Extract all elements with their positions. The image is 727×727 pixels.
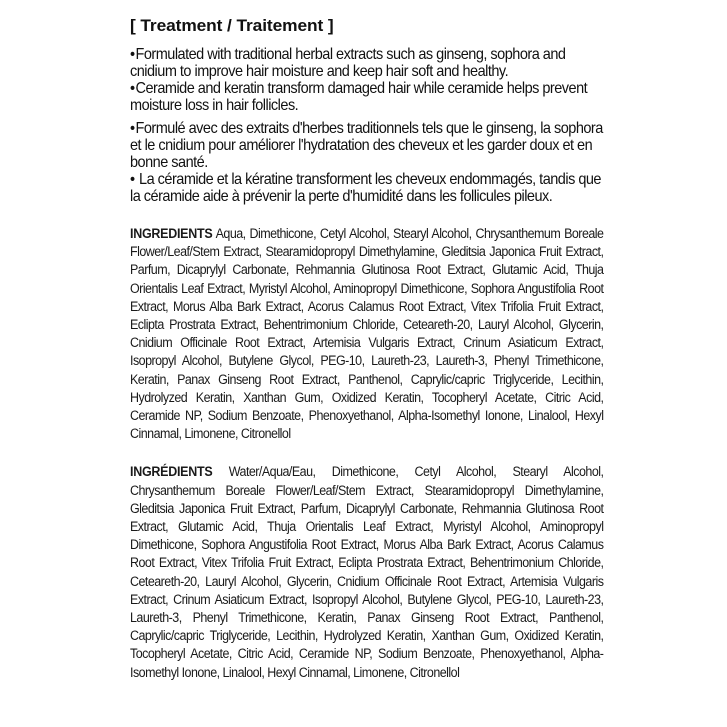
treatment-title: [ Treatment / Traitement ] <box>130 16 334 35</box>
bullet-marker: • <box>130 171 135 188</box>
claim-item <box>130 171 604 205</box>
claims-english <box>130 46 604 114</box>
claim-text: La céramide et la kératine transforment les cheveux endommagés, tandis que la céramide aide à prévenir la perte d'humidité dans les follicules pileux. <box>130 171 601 205</box>
bullet-marker: • <box>130 46 135 63</box>
claim-text: Ceramide and keratin transform damaged hair while ceramide helps prevent moisture loss in hair follicles. <box>130 80 588 114</box>
claim-text: Formulated with traditional herbal extracts such as ginseng, sophora and cnidium to improve hair moisture and keep hair soft and healthy. <box>130 46 566 80</box>
ingredients-french <box>130 463 603 681</box>
bullet-marker: • <box>130 120 135 137</box>
claims-french <box>130 120 604 205</box>
product-label <box>130 16 604 682</box>
ingredients-english <box>130 225 603 443</box>
claim-item <box>130 120 604 171</box>
claim-text: Formulé avec des extraits d'herbes traditionnels tels que le ginseng, la sophora et le cnidium pour améliorer l'hydratation des cheveux et les garder doux et en bonne santé. <box>130 120 603 171</box>
ingredients-list: Water/Aqua/Eau, Dimethicone, Cetyl Alcohol, Stearyl Alcohol, Chrysanthemum Boreale Flower/Leaf/Stem Extract, Stearamidopropyl Dimethylamine, Gleditsia Japonica Fruit Extract, Parfum, Dicaprylyl Carbonate, Rehmannia Glutinosa Root Extract, Glutamic Acid, Thuja Orientalis Leaf Extract, Myristyl Alcohol, Aminopropyl Dimethicone, Sophora Angustifolia Root Extract, Morus Alba Bark Extract, Acorus Calamus Root Extract, Vitex Trifolia Fruit Extract, Eclipta Prostrata Extract, Behentrimonium Chloride, Ceteareth-20, Lauryl Alcohol, Glycerin, Cnidium Officinale Root Extract, Artemisia Vulgaris Extract, Crinum Asiaticum Extract, Isopropyl Alcohol, Butylene Glycol, PEG-10, Laureth-23, Laureth-3, Phenyl Trimethicone, Keratin, Panax Ginseng Root Extract, Panthenol, Caprylic/capric Triglyceride, Lecithin, Hydrolyzed Keratin, Xanthan Gum, Oxidized Keratin, Tocopheryl Acetate, Citric Acid, Ceramide NP, Sodium Benzoate, Phenoxyethanol, Alpha-Isomethyl Ionone, Linalool, Hexyl Cinnamal, Limonene, Citronellol <box>130 464 604 681</box>
ingredients-label: INGREDIENTS <box>130 226 213 242</box>
ingredients-label: INGRÉDIENTS <box>130 464 213 481</box>
treatment-claims <box>130 46 604 205</box>
ingredients-list: Aqua, Dimethicone, Cetyl Alcohol, Stearyl Alcohol, Chrysanthemum Boreale Flower/Leaf/Stem Extract, Stearamidopropyl Dimethylamine, Gleditsia Japonica Fruit Extract, Parfum, Dicaprylyl Carbonate, Rehmannia Glutinosa Root Extract, Glutamic Acid, Thuja Orientalis Leaf Extract, Myristyl Alcohol, Aminopropyl Dimethicone, Sophora Angustifolia Root Extract, Morus Alba Bark Extract, Acorus Calamus Root Extract, Vitex Trifolia Fruit Extract, Eclipta Prostrata Extract, Behentrimonium Chloride, Ceteareth-20, Lauryl Alcohol, Glycerin, Cnidium Officinale Root Extract, Artemisia Vulgaris Extract, Crinum Asiaticum Extract, Isopropyl Alcohol, Butylene Glycol, PEG-10, Laureth-23, Laureth-3, Phenyl Trimethicone, Keratin, Panax Ginseng Root Extract, Panthenol, Caprylic/capric Triglyceride, Lecithin, Hydrolyzed Keratin, Xanthan Gum, Oxidized Keratin, Tocopheryl Acetate, Citric Acid, Ceramide NP, Sodium Benzoate, Phenoxyethanol, Alpha-Isomethyl Ionone, Linalool, Hexyl Cinnamal, Limonene, Citronellol <box>130 226 604 443</box>
claim-item <box>130 46 604 80</box>
claim-item <box>130 80 604 114</box>
bullet-marker: • <box>130 80 135 97</box>
